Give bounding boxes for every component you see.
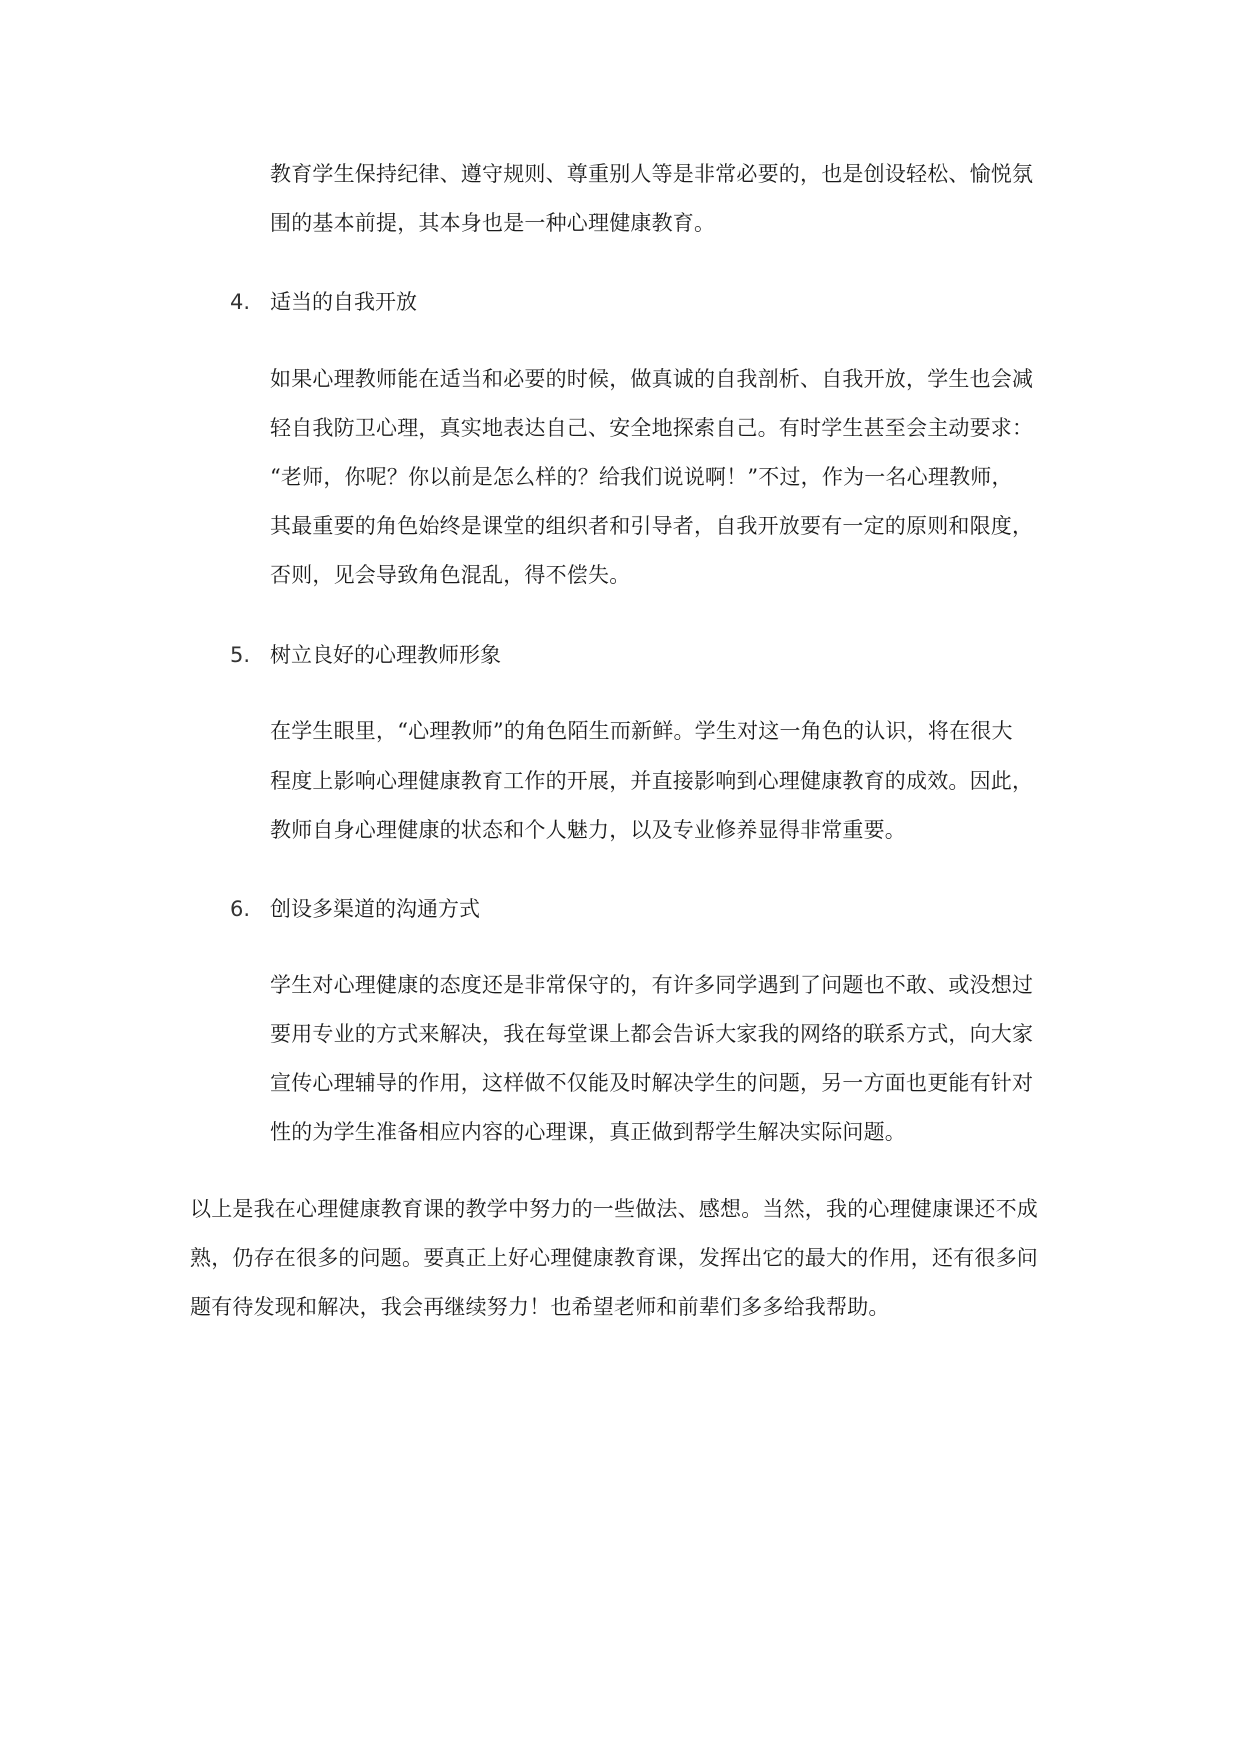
section-4-line-1: 如果心理教师能在适当和必要的时候，做真诚的自我剖析、自我开放，学生也会减	[270, 367, 1034, 391]
closing-line-3: 题有待发现和解决，我会再继续努力！也希望老师和前辈们多多给我帮助。	[190, 1295, 890, 1319]
section-5-line-3: 教师自身心理健康的状态和个人魅力，以及专业修养显得非常重要。	[270, 818, 906, 842]
section-5-line-2: 程度上影响心理健康教育工作的开展，并直接影响到心理健康教育的成效。因此，	[270, 769, 1034, 793]
intro-line-2: 围的基本前提，其本身也是一种心理健康教育。	[270, 211, 716, 235]
section-5-number: 5.	[230, 643, 251, 667]
section-6-line-2: 要用专业的方式来解决，我在每堂课上都会告诉大家我的网络的联系方式，向大家	[270, 1022, 1034, 1046]
section-6-number: 6.	[230, 897, 251, 921]
section-5-title: 树立良好的心理教师形象	[270, 643, 501, 667]
section-4-line-2: 轻自我防卫心理，真实地表达自己、安全地探索自己。有时学生甚至会主动要求：	[270, 416, 1034, 440]
closing-line-2: 熟，仍存在很多的问题。要真正上好心理健康教育课，发挥出它的最大的作用，还有很多问	[190, 1246, 1038, 1270]
section-4-title: 适当的自我开放	[270, 290, 417, 314]
closing-line-1: 以上是我在心理健康教育课的教学中努力的一些做法、感想。当然，我的心理健康课还不成	[190, 1197, 1038, 1221]
section-4-line-4: 其最重要的角色始终是课堂的组织者和引导者，自我开放要有一定的原则和限度，	[270, 514, 1034, 538]
section-5-line-1: 在学生眼里，“心理教师”的角色陌生而新鲜。学生对这一角色的认识，将在很大	[270, 719, 1013, 743]
intro-line-1: 教育学生保持纪律、遵守规则、尊重别人等是非常必要的，也是创设轻松、愉悦氛	[270, 162, 1034, 186]
section-6-line-1: 学生对心理健康的态度还是非常保守的，有许多同学遇到了问题也不敢、或没想过	[270, 973, 1034, 997]
section-6-title: 创设多渠道的沟通方式	[270, 897, 480, 921]
section-4-number: 4.	[230, 290, 251, 314]
section-6-line-3: 宣传心理辅导的作用，这样做不仅能及时解决学生的问题，另一方面也更能有针对	[270, 1071, 1034, 1095]
section-4-line-5: 否则，见会导致角色混乱，得不偿失。	[270, 563, 631, 587]
section-6-line-4: 性的为学生准备相应内容的心理课，真正做到帮学生解决实际问题。	[270, 1120, 906, 1144]
section-4-line-3: “老师，你呢？你以前是怎么样的？给我们说说啊！”不过，作为一名心理教师，	[270, 465, 1013, 489]
